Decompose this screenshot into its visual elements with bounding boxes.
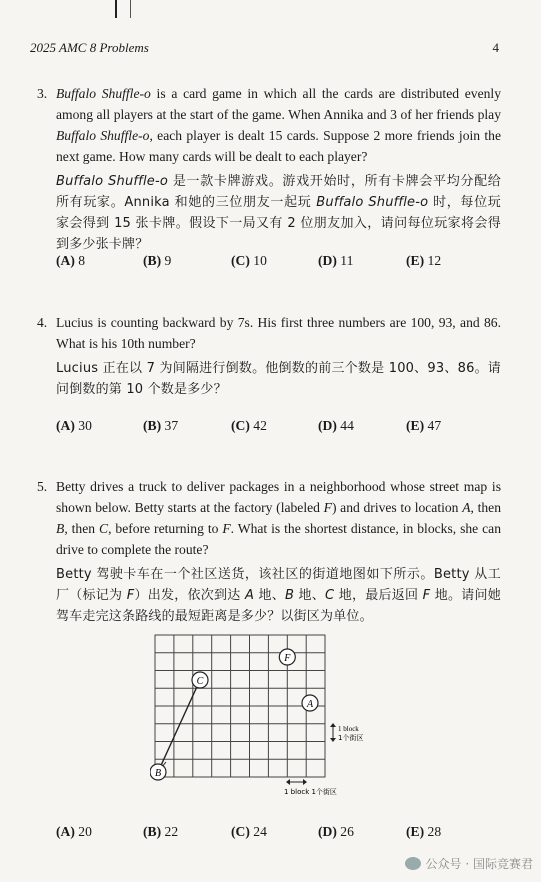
choice-b: (B) 9 [143,253,172,268]
problem-text-en: Lucius is counting backward by 7s. His first three numbers are 100, 93, and 86. What is his 10th number? [56,315,501,351]
problem-text-en: Betty drives a truck to deliver packages in a neighborhood whose street map is shown below. Betty starts at the factory (labeled F) and drives to location A, then B, then C, before returning to F. What is the shortest distance, in blocks, she can drive to complete the route? [56,479,502,557]
choice-c: (C) 10 [231,253,267,268]
svg-text:1个街区: 1个街区 [338,734,364,742]
diagonal-road [158,680,200,772]
location-c [192,672,208,688]
problem-number: 5. [37,479,48,494]
problem-text-zh: Betty 驾驶卡车在一个社区送货，该社区的街道地图如下所示。Betty 从工厂（标记为 F）出发，依次到达 A 地、B 地、C 地，最后返回 F 地。请问她驾车走完这条路线的最短距离是多少？以街区为单位。 [56,567,501,624]
location-b [150,764,166,780]
svg-text:B: B [154,768,162,779]
scan-mark [130,0,131,18]
problem-text-zh: Buffalo Shuffle-o 是一款卡牌游戏。游戏开始时，所有卡牌会平均分配给所有玩家。Annika 和她的三位朋友一起玩 Buffalo Shuffle-o 时，每位玩家会得到 15 张卡牌。假设下一局又有 2 位朋友加入，请问每位玩家将会得到多少张卡牌？ [56,174,501,252]
horizontal-scale [284,779,337,796]
choice-a: (A) 30 [56,418,92,433]
scan-mark [115,0,117,18]
problem-4 [37,312,501,400]
problem-number: 4. [37,315,48,330]
svg-text:C: C [196,676,204,687]
watermark [405,855,533,872]
location-f [279,649,295,665]
street-map-figure [150,632,390,802]
choice-b: (B) 22 [143,824,179,839]
vertical-scale [330,723,363,742]
choice-e: (E) 47 [406,418,442,433]
page-header [30,40,499,56]
choice-b: (B) 37 [143,418,179,433]
problem-text-en: Buffalo Shuffle-o is a card game in which all the cards are distributed evenly among all players at the start of the game. When Annika and 3 of her friends play Buffalo Shuffle-o, each player is dealt 15 cards. Suppose 2 more friends join the next game. How many cards will be dealt to each player? [56,86,501,164]
choice-c: (C) 42 [231,418,267,433]
choice-e: (E) 12 [406,253,442,268]
choice-d: (D) 11 [318,253,354,268]
problem-text-zh: Lucius 正在以 7 为间隔进行倒数。他倒数的前三个数是 100、93、86。请问倒数的第 10 个数是多少？ [56,361,501,397]
page-number: 4 [492,40,499,55]
svg-text:F: F [284,653,291,664]
wechat-icon [405,857,421,870]
location-a [302,695,318,711]
street-grid [155,635,325,777]
watermark-text: 公众号 · 国际竞赛君 [425,857,533,871]
choice-d: (D) 26 [318,824,354,839]
choice-c: (C) 24 [231,824,267,839]
problem-number: 3. [37,86,48,101]
choice-a: (A) 20 [56,824,92,839]
exam-title: 2025 AMC 8 Problems [30,40,149,55]
svg-text:1 block: 1 block [338,725,359,733]
choice-e: (E) 28 [406,824,442,839]
choice-d: (D) 44 [318,418,354,433]
svg-text:1 block 1个街区: 1 block 1个街区 [284,788,337,796]
choice-a: (A) 8 [56,253,86,268]
problem-3 [37,83,501,255]
problem-5 [37,476,501,627]
svg-text:A: A [306,699,314,710]
